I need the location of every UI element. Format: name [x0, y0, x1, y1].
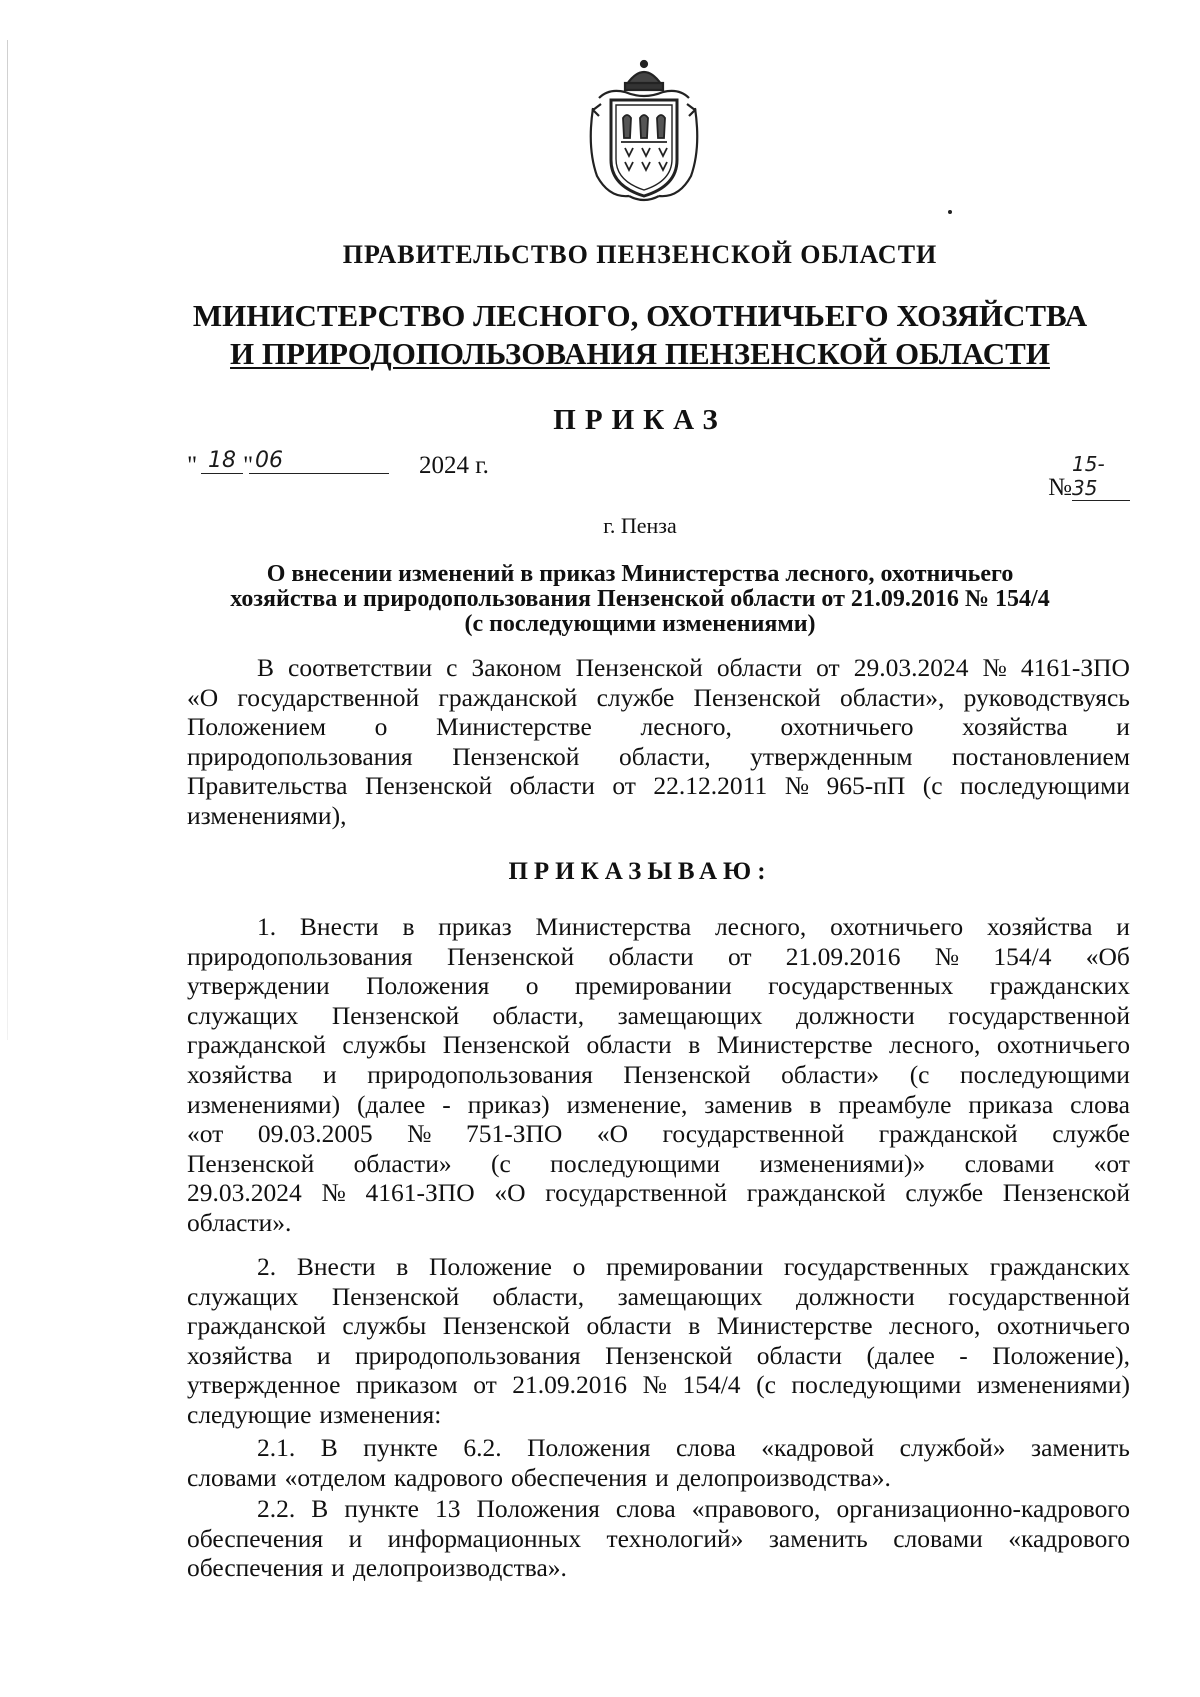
paragraph-line: [187, 712, 1130, 742]
word: лесного,: [714, 912, 807, 941]
word: области: [586, 1030, 672, 1060]
word: «от: [187, 1119, 224, 1149]
word: 29.03.2024: [187, 1178, 302, 1208]
paragraph-line: [187, 742, 1130, 772]
word: 21.09.2016: [785, 941, 901, 971]
subject-line: (с последующими изменениями): [464, 611, 816, 637]
word: 09.03.2005: [257, 1119, 373, 1149]
word: Положением: [187, 712, 327, 742]
paragraph-line: [187, 771, 1130, 801]
word: (с: [922, 771, 943, 801]
word: области»: [353, 1148, 452, 1178]
word: природопользования: [355, 1340, 581, 1370]
word: делопроизводства».: [352, 1553, 567, 1583]
word: 154/4: [682, 1370, 741, 1400]
word: государственной: [948, 1000, 1130, 1030]
word: от: [473, 1370, 497, 1400]
word: пункте: [344, 1494, 419, 1523]
paragraph-line: [187, 942, 1130, 972]
word: Пензенской: [331, 1000, 460, 1030]
word: «от: [1093, 1148, 1130, 1178]
word: изменение,: [566, 1089, 688, 1119]
word: Пензенской: [575, 653, 703, 682]
word: гражданской: [878, 1119, 1018, 1149]
word: Министерстве: [716, 1030, 873, 1060]
word: информационных: [387, 1523, 582, 1553]
word: Положения: [527, 1433, 651, 1462]
word: Пензенской: [331, 1281, 460, 1311]
word: 2.2.: [257, 1494, 296, 1523]
document-number: [1048, 452, 1130, 502]
word: №: [642, 1370, 667, 1400]
word: хозяйства: [187, 1059, 293, 1089]
word: заменить: [1031, 1433, 1130, 1462]
paragraph-line: [187, 1311, 1130, 1341]
word: природопользования: [367, 1059, 593, 1089]
paragraph-line: [187, 912, 1130, 942]
word: слова: [615, 1494, 676, 1523]
word: приказом: [355, 1370, 458, 1400]
word: словами: [964, 1148, 1055, 1178]
word: 4161-ЗПО: [365, 1178, 475, 1208]
word: Пензенской: [623, 1059, 751, 1089]
date-day: 18: [201, 448, 243, 474]
word: обеспечения: [187, 1523, 324, 1553]
scan-edge-line: [7, 40, 8, 1040]
document-type: ПРИКАЗ: [553, 404, 727, 436]
word: (с: [756, 1370, 776, 1400]
word: о: [572, 1252, 586, 1281]
word: последующими: [550, 1148, 721, 1178]
word: Пензенской: [452, 741, 580, 771]
word: пункте: [363, 1433, 438, 1462]
paragraph-line: [187, 801, 1130, 831]
word: 29.03.2024: [853, 653, 969, 682]
word: Внести: [296, 1252, 376, 1281]
word: от: [612, 771, 636, 801]
word: области»,: [840, 682, 945, 712]
government-title: ПРАВИТЕЛЬСТВО ПЕНЗЕНСКОЙ ОБЛАСТИ: [342, 240, 938, 269]
word: 13: [434, 1494, 461, 1523]
word: служащих: [187, 1000, 299, 1030]
word: и: [348, 1523, 363, 1553]
word: службы: [342, 1030, 427, 1060]
word: 751-ЗПО: [465, 1119, 563, 1149]
word: -: [442, 1089, 451, 1119]
word: области».: [187, 1207, 292, 1237]
word: государственной: [237, 682, 420, 712]
word: делопроизводства».: [676, 1462, 891, 1492]
word: области: [716, 653, 803, 682]
word: и: [655, 1462, 669, 1492]
word: №: [407, 1119, 432, 1149]
word: области»: [781, 1059, 880, 1089]
word: №: [982, 653, 1007, 682]
word: 1.: [257, 912, 277, 941]
item-2: [187, 1252, 1130, 1430]
paragraph-line: [187, 1370, 1130, 1400]
paragraph-line: [187, 653, 1130, 683]
paragraph-line: [187, 1090, 1130, 1120]
coat-of-arms-icon: [579, 58, 709, 208]
word: Пензенской: [364, 771, 493, 801]
word: изменения:: [319, 1399, 442, 1429]
word: хозяйства: [962, 712, 1068, 742]
word: государственной: [662, 1119, 845, 1149]
word: Министерства: [535, 912, 692, 941]
word: в: [688, 1311, 701, 1341]
word: лесного,: [889, 1311, 981, 1341]
word: утверждении: [187, 971, 330, 1001]
date-year: 2024 г.: [419, 452, 489, 479]
word: 22.12.2011: [653, 771, 768, 801]
word: изменениями): [976, 1370, 1130, 1400]
word: «О: [187, 682, 219, 712]
word: в: [402, 912, 415, 941]
word: и: [1116, 712, 1130, 742]
paragraph-line: [187, 1119, 1130, 1149]
paragraph-line: [187, 1208, 1130, 1238]
word: гражданской: [746, 1178, 886, 1208]
word: -: [959, 1340, 968, 1370]
word: изменениями): [187, 1089, 341, 1119]
word: Внести: [299, 912, 379, 941]
word: технологий»: [606, 1523, 744, 1553]
word: охотничьего: [996, 1311, 1130, 1341]
date-number-row: [187, 448, 1130, 501]
number-label: №: [1048, 474, 1072, 501]
number-value: 15-35: [1072, 452, 1130, 501]
paragraph-line: [187, 1060, 1130, 1090]
word: приказа: [968, 1089, 1054, 1119]
word: последующими: [960, 1059, 1130, 1089]
word: гражданской: [187, 1030, 326, 1060]
word: заменив: [704, 1089, 793, 1119]
word: утвержденным: [750, 741, 913, 771]
order-subject: [150, 562, 1130, 637]
paragraph-line: [187, 1433, 1130, 1463]
word: обеспечения: [187, 1553, 324, 1583]
word: Положение),: [992, 1340, 1130, 1370]
ministry-title-line2: И ПРИРОДОПОЛЬЗОВАНИЯ ПЕНЗЕНСКОЙ ОБЛАСТИ: [230, 336, 1050, 371]
paragraph-line: [187, 1282, 1130, 1312]
paragraph-line: [187, 1494, 1130, 1524]
word: государственной: [545, 1178, 727, 1208]
word: 21.09.2016: [512, 1370, 628, 1400]
word: и: [323, 1059, 337, 1089]
paragraph-line: [187, 1553, 1130, 1583]
word: приказ: [438, 912, 512, 941]
word: словами: [893, 1523, 983, 1553]
word: охотничьего: [996, 1030, 1130, 1060]
word: службе: [1052, 1119, 1130, 1149]
word: Министерстве: [436, 712, 592, 742]
word: службе: [596, 682, 675, 712]
word: области: [608, 941, 694, 971]
word: изменениями),: [187, 800, 347, 830]
word: слова: [675, 1433, 736, 1462]
word: «О: [494, 1178, 526, 1208]
word: Положение: [429, 1252, 552, 1281]
word: (с: [490, 1148, 511, 1178]
word: в: [688, 1030, 701, 1060]
word: о: [374, 712, 388, 742]
word: области,: [492, 1000, 585, 1030]
ministry-title-line1: МИНИСТЕРСТВО ЛЕСНОГО, ОХОТНИЧЬЕГО ХОЗЯЙСТВА: [192, 298, 1088, 333]
paragraph-line: [187, 1178, 1130, 1208]
word: №: [934, 941, 960, 971]
word: слова: [1070, 1089, 1130, 1119]
word: соответствии: [288, 653, 433, 682]
paragraph-line: [187, 1400, 1130, 1430]
word: службой»: [899, 1433, 1006, 1462]
word: лесного,: [889, 1030, 981, 1060]
word: словами: [187, 1462, 277, 1492]
date-close-quote: ": [243, 452, 254, 479]
word: охотничьего: [830, 912, 964, 941]
word: и: [316, 1340, 331, 1370]
word: должности: [795, 1281, 915, 1311]
scan-dot: [948, 210, 952, 214]
word: следующие: [187, 1399, 312, 1429]
word: Законом: [471, 653, 562, 682]
item-2-1: [187, 1433, 1130, 1492]
word: Пензенской: [1002, 1178, 1130, 1208]
word: В: [311, 1494, 329, 1523]
word: с: [446, 653, 458, 682]
word: государственных: [768, 971, 954, 1001]
word: 2.1.: [257, 1433, 296, 1462]
word: области,: [618, 741, 711, 771]
paragraph-line: [187, 1524, 1130, 1554]
word: службе: [905, 1178, 984, 1208]
word: и: [331, 1553, 345, 1583]
word: гражданских: [989, 1252, 1130, 1281]
word: гражданской: [438, 682, 578, 712]
word: (далее: [866, 1340, 935, 1370]
word: 154/4: [993, 941, 1052, 971]
word: о: [525, 971, 539, 1001]
word: гражданских: [989, 971, 1130, 1001]
word: (далее: [357, 1089, 426, 1119]
word: Пензенской: [442, 1311, 570, 1341]
word: «кадрового: [1008, 1523, 1130, 1553]
word: преамбуле: [838, 1089, 952, 1119]
order-word: ПРИКАЗЫВАЮ:: [508, 858, 772, 885]
word: природопользования: [187, 741, 413, 771]
word: в: [396, 1252, 409, 1281]
word: хозяйства: [187, 1340, 293, 1370]
city: г. Пенза: [603, 513, 677, 538]
word: 965-пП: [826, 771, 906, 801]
paragraph-line: [187, 1001, 1130, 1031]
word: Пензенской: [442, 1030, 570, 1060]
paragraph-line: [187, 683, 1130, 713]
word: гражданской: [187, 1311, 326, 1341]
word: области,: [492, 1281, 585, 1311]
word: 4161-ЗПО: [1020, 653, 1130, 682]
word: служащих: [187, 1281, 299, 1311]
subject-line: хозяйства и природопользования Пензенской области от 21.09.2016 № 154/4: [230, 586, 1050, 612]
word: приказ): [467, 1089, 550, 1119]
word: последующими: [960, 771, 1130, 801]
paragraph-line: [187, 1341, 1130, 1371]
word: руководствуясь: [963, 682, 1130, 712]
word: природопользования: [187, 941, 413, 971]
word: и: [1116, 912, 1130, 941]
word: хозяйства: [986, 912, 1093, 941]
word: 6.2.: [463, 1433, 502, 1462]
word: охотничьего: [780, 712, 914, 742]
word: Пензенской: [693, 682, 821, 712]
word: замещающих: [617, 1000, 763, 1030]
paragraph-line: [187, 1149, 1130, 1179]
word: В: [320, 1433, 338, 1462]
word: «кадровой: [761, 1433, 875, 1462]
word: Положения: [476, 1494, 600, 1523]
word: Пензенской: [605, 1340, 733, 1370]
word: «правового,: [691, 1494, 821, 1523]
word: государственных: [783, 1252, 970, 1281]
word: премировании: [574, 971, 732, 1001]
word: утвержденное: [187, 1370, 341, 1400]
word: Пензенской: [446, 941, 575, 971]
subject-line: О внесении изменений в приказ Министерства лесного, охотничьего: [266, 561, 1014, 587]
word: Правительства: [187, 771, 348, 801]
word: №: [321, 1178, 346, 1208]
word: премировании: [606, 1252, 764, 1281]
word: «отделом: [284, 1462, 386, 1492]
word: от: [816, 653, 840, 682]
word: (с: [909, 1059, 930, 1089]
date-open-quote: ": [187, 452, 198, 479]
word: организационно-кадрового: [836, 1494, 1130, 1523]
preamble: [187, 653, 1130, 831]
paragraph-line: [187, 1463, 1130, 1493]
word: в: [809, 1089, 822, 1119]
word: 2.: [257, 1252, 277, 1281]
item-2-2: [187, 1494, 1130, 1583]
word: заменить: [768, 1523, 868, 1553]
word: службы: [342, 1311, 427, 1341]
word: области: [509, 771, 595, 801]
word: «Об: [1085, 941, 1130, 971]
word: области: [756, 1340, 843, 1370]
word: кадрового: [394, 1462, 503, 1492]
word: должности: [795, 1000, 915, 1030]
word: изменениями)»: [759, 1148, 926, 1178]
word: замещающих: [617, 1281, 763, 1311]
word: последующими: [791, 1370, 962, 1400]
word: Министерстве: [716, 1311, 873, 1341]
word: от: [727, 941, 752, 971]
word: государственной: [948, 1281, 1130, 1311]
date-month: 06: [249, 448, 389, 474]
word: области: [586, 1311, 672, 1341]
word: В: [257, 653, 275, 682]
word: Положения: [366, 971, 490, 1001]
paragraph-line: [187, 1252, 1130, 1282]
paragraph-line: [187, 971, 1130, 1001]
word: Пензенской: [187, 1148, 315, 1178]
word: №: [784, 771, 810, 801]
word: лесного,: [640, 712, 732, 742]
word: обеспечения: [511, 1462, 648, 1492]
item-1: [187, 912, 1130, 1238]
paragraph-line: [187, 1030, 1130, 1060]
word: постановлением: [951, 741, 1130, 771]
word: «О: [596, 1119, 628, 1149]
